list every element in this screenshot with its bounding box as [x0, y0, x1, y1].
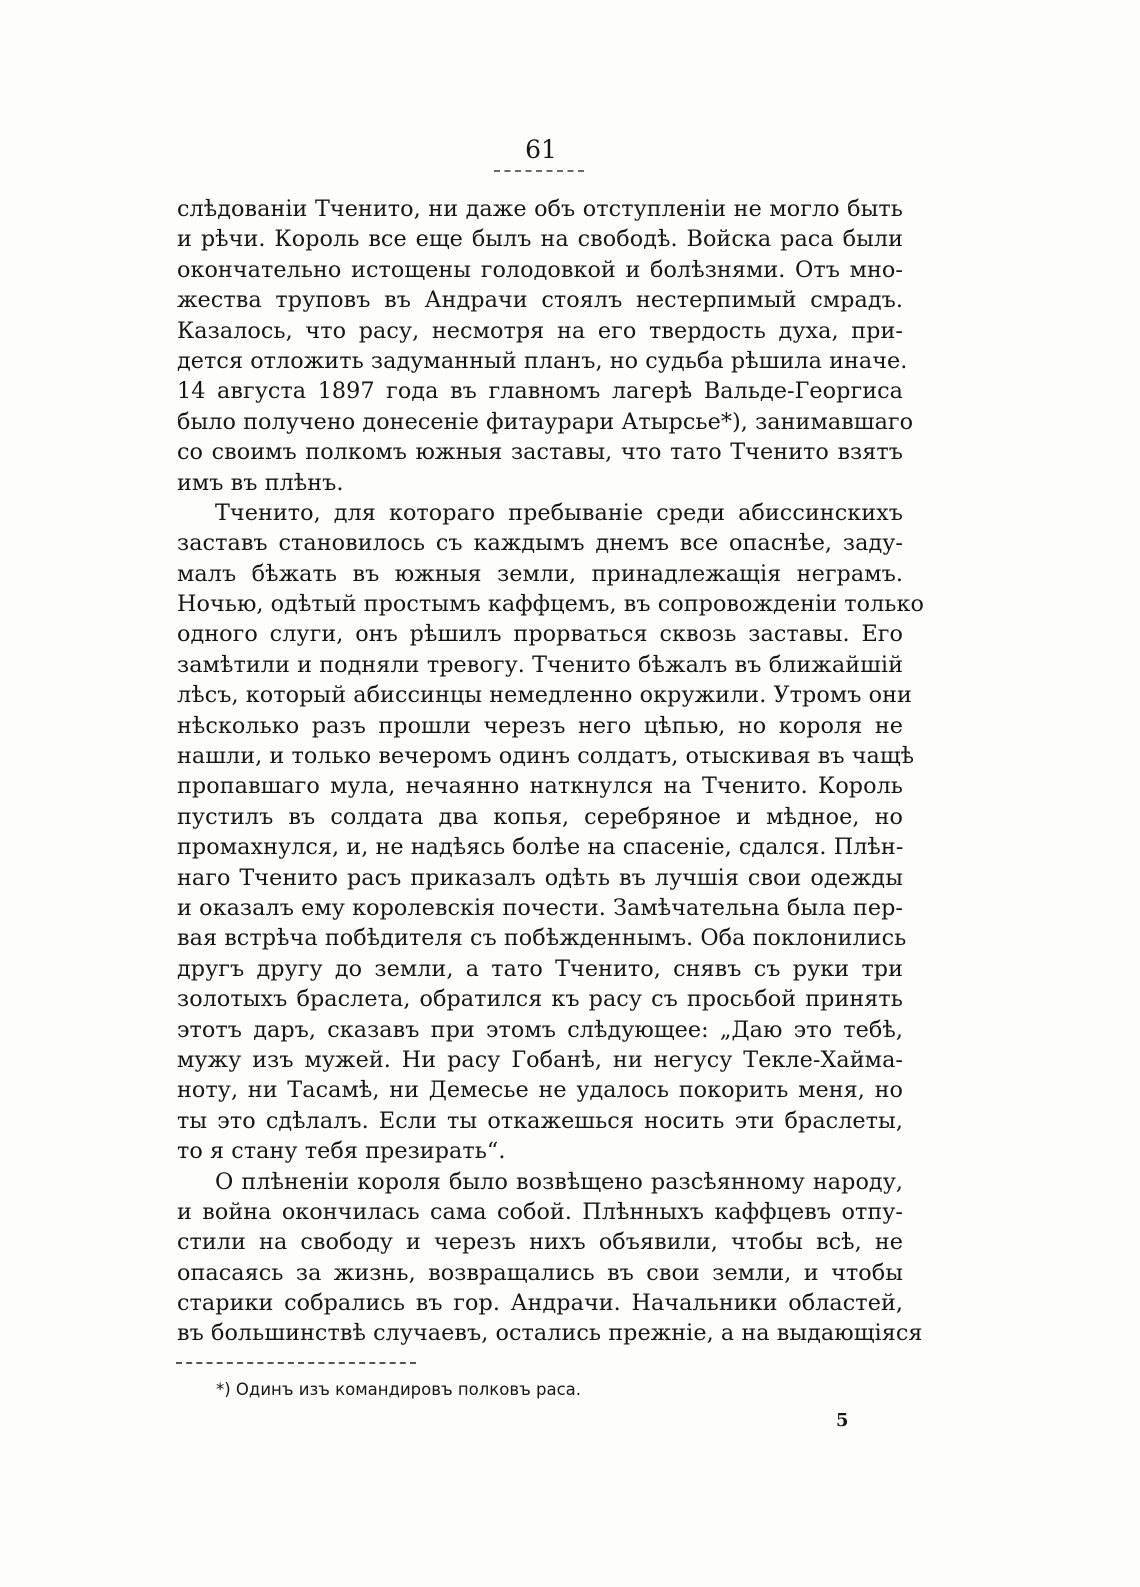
text-line: нѣсколько разъ прошли черезъ него цѣпью, но короля не [177, 712, 903, 739]
text-line: промахнулся, и, не надѣясь болѣе на спасеніе, сдался. Плѣн- [177, 834, 904, 861]
footnote: *) Одинъ изъ командировъ полковъ раса. [216, 1380, 582, 1399]
text-line: 14 августа 1897 года въ главномъ лагерѣ Вальде-Георгиса [177, 378, 903, 405]
paragraph [177, 194, 914, 498]
text-line: вая встрѣча побѣдителя съ побѣжденнымъ. Оба поклонились [177, 925, 907, 952]
text-line: ноту, ни Тасамѣ, ни Демесье не удалось покорить меня, но [177, 1077, 903, 1104]
page-number: 61 [525, 135, 557, 164]
text-line: этотъ даръ, сказавъ при этомъ слѣдующее: „Даю это тебѣ, [177, 1016, 903, 1043]
text-line: наго Тченито расъ приказалъ одѣть въ лучшія свои одежды [177, 864, 903, 891]
text-line: Тченито, для котораго пребываніе среди абиссинскихъ [215, 499, 903, 526]
text-line: заставъ становилось съ каждымъ днемъ все опаснѣе, заду- [177, 530, 903, 557]
text-line: стили на свободу и черезъ нихъ объявили, чтобы всѣ, не [177, 1229, 903, 1256]
text-line: другъ другу до земли, а тато Тченито, снявъ съ руки три [177, 955, 903, 982]
text-line: было получено донесеніе фитаурари Атырсье*), занимавшаго [177, 408, 914, 435]
text-line: со своимъ полкомъ южныя заставы, что тато Тченито взятъ [177, 439, 903, 466]
text-line: въ большинствѣ случаевъ, остались прежніе, а на выдающіяся [177, 1320, 923, 1347]
text-line: замѣтили и подняли тревогу. Тченито бѣжалъ въ ближайшій [177, 651, 903, 678]
text-line: слѣдованіи Тченито, ни даже объ отступленіи не могло быть [177, 196, 903, 222]
text-line: дется отложить задуманный планъ, но судьба рѣшила иначе. [177, 347, 908, 374]
text-line: Ночью, одѣтый простымъ каффцемъ, въ сопровожденіи только [177, 591, 924, 618]
text-line: лѣсъ, который абиссинцы немедленно окружили. Утромъ они [177, 682, 912, 709]
text-line: и рѣчи. Король все еще былъ на свободѣ. Войска раса были [177, 226, 903, 253]
text-line: окончательно истощены голодовкой и болѣзнями. Отъ мно- [177, 256, 903, 283]
text-line: ты это сдѣлалъ. Если ты откажешься носить эти браслеты, [177, 1107, 903, 1134]
text-line: Казалось, что расу, несмотря на его твердость духа, при- [177, 317, 903, 344]
text-line: мужу изъ мужей. Ни расу Гобанѣ, ни негусу Текле-Хайма- [177, 1046, 903, 1073]
text-line: пустилъ въ солдата два копья, серебряное и мѣдное, но [177, 803, 903, 830]
body-text [177, 194, 924, 1349]
footnote-separator [176, 1362, 416, 1364]
text-line: О плѣненіи короля было возвѣщено разсѣянному народу, [215, 1168, 903, 1195]
text-line: золотыхъ браслета, обратился къ расу съ просьбой принять [177, 986, 903, 1013]
paragraph [177, 498, 924, 1167]
text-line: одного слуги, онъ рѣшилъ прорваться сквозь заставы. Его [177, 621, 903, 648]
text-line: старики собрались въ гор. Андрачи. Начальники областей, [177, 1290, 903, 1317]
paragraph [177, 1167, 923, 1349]
text-line: то я стану тебя презирать“. [177, 1138, 506, 1165]
text-line: жества труповъ въ Андрачи стоялъ нестерпимый смрадъ. [177, 287, 903, 314]
signature-mark: 5 [836, 1410, 849, 1431]
text-line: пропавшаго мула, нечаянно наткнулся на Тченито. Король [177, 773, 903, 800]
text-line: малъ бѣжать въ южныя земли, принадлежащія неграмъ. [177, 560, 903, 587]
text-line: и война окончилась сама собой. Плѣнныхъ каффцевъ отпу- [177, 1198, 903, 1225]
page-number-underline [494, 170, 584, 172]
text-line: имъ въ плѣнъ. [177, 469, 344, 496]
text-line: опасаясь за жизнь, возвращались въ свои земли, и чтобы [177, 1259, 903, 1286]
text-line: нашли, и только вечеромъ одинъ солдатъ, отыскивая въ чащѣ [177, 743, 915, 770]
text-line: и оказалъ ему королевскія почести. Замѣчательна была пер- [177, 894, 903, 921]
